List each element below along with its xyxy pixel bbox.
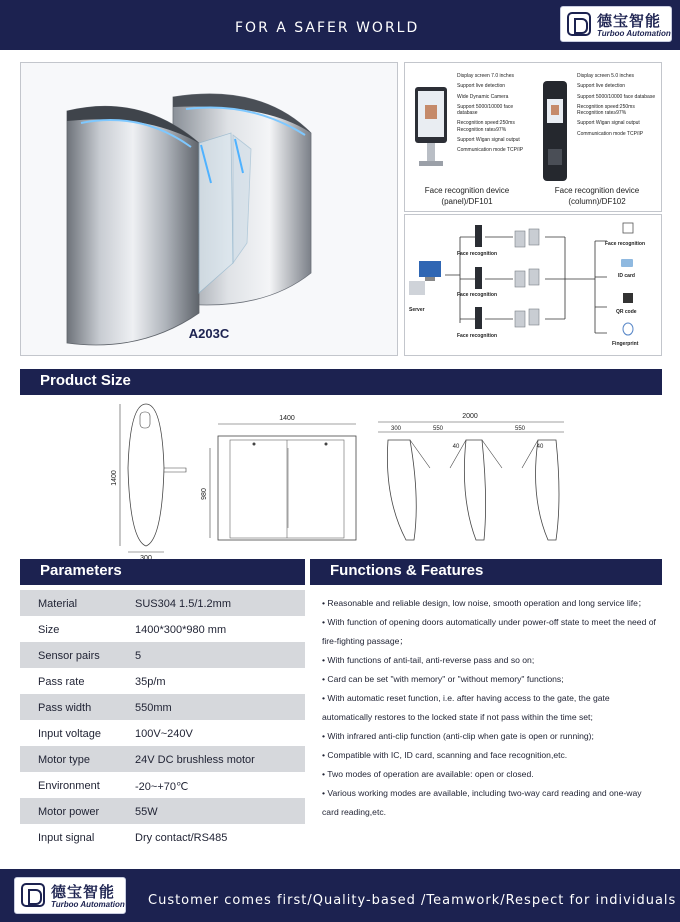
spec-item: Support 5000/10000 face database xyxy=(457,103,514,116)
features-list xyxy=(322,594,658,822)
features-title: Functions & Features xyxy=(330,562,484,579)
spec-item: Support Wigan signal output xyxy=(457,136,520,143)
spec-item: Support live detection xyxy=(577,83,626,90)
list-item: • With function of opening doors automatically under power-off state to meet the need of fire-fighting passage； xyxy=(322,617,656,646)
side-view-drawing xyxy=(108,398,200,558)
spec-item: Display screen 5.0 inches xyxy=(577,73,634,79)
top-gap2-dim: 40 xyxy=(536,444,544,450)
top-c-dim: 550 xyxy=(514,426,526,432)
front-view-drawing xyxy=(200,398,368,558)
face-device-panel xyxy=(404,62,662,212)
logo-mark-icon xyxy=(21,883,45,907)
spec-item: Communication mode TCP/IP xyxy=(577,130,644,137)
list-item: • Card can be set "with memory" or "without memory" functions; xyxy=(322,674,564,684)
page-header xyxy=(0,0,680,50)
server-label: Server xyxy=(409,307,425,313)
table-row xyxy=(20,824,305,850)
param-value: 1400*300*980 mm xyxy=(135,624,227,636)
spec-item: Communication mode TCP/IP xyxy=(457,147,524,153)
front-width-dim: 1400 xyxy=(279,415,295,422)
list-item: • Reasonable and reliable design, low noise, smooth operation and long service life； xyxy=(322,598,647,608)
param-value: 100V~240V xyxy=(135,728,193,740)
list-item: • With automatic reset function, i.e. after having access to the gate, the gate automatically restores to the locked state if not pass within the time set; xyxy=(322,693,610,722)
product-size-title: Product Size xyxy=(40,372,131,389)
list-item: • With infrared anti-clip function (anti-clip when gate is open or running); xyxy=(322,731,594,741)
side-height-dim: 1400 xyxy=(111,470,118,486)
system-diagram-panel xyxy=(404,214,662,356)
param-name: Size xyxy=(38,624,60,636)
table-row xyxy=(20,798,305,824)
top-total-dim: 2000 xyxy=(462,413,478,420)
column-device-caption: Face recognition device (column)/DF102 xyxy=(554,186,640,207)
logo-english-name: Turboo Automation xyxy=(51,900,125,909)
param-name: Pass width xyxy=(38,702,92,714)
product-model-caption: A203C xyxy=(188,326,230,341)
system-connection-lines xyxy=(405,215,661,355)
spec-item: Recognition speed:250ms Recognition rate≥97% xyxy=(577,103,635,116)
method-fingerprint-label: Fingerprint xyxy=(612,341,639,347)
param-name: Input signal xyxy=(38,832,95,844)
features-bar xyxy=(310,559,662,585)
table-row xyxy=(20,590,305,616)
face-recognition-label: Face recognition xyxy=(457,333,498,339)
brand-logo xyxy=(560,6,672,42)
spec-item: Support Wigan signal output xyxy=(577,120,640,127)
parameters-table xyxy=(20,590,305,850)
list-item: • Compatible with IC, ID card, scanning and face recognition,etc. xyxy=(322,750,568,760)
list-item: • With functions of anti-tail, anti-reverse pass and so on; xyxy=(322,655,535,665)
spec-item: Recognition speed:250ms Recognition rate≥97% xyxy=(457,120,515,133)
table-row xyxy=(20,642,305,668)
column-device-icon xyxy=(537,77,577,187)
param-value: 24V DC brushless motor xyxy=(135,754,255,766)
top-a-dim: 300 xyxy=(390,426,402,432)
face-recognition-label: Face recognition xyxy=(457,251,498,257)
parameters-title: Parameters xyxy=(40,562,122,579)
param-name: Pass rate xyxy=(38,676,85,688)
list-item: • Two modes of operation are available: open or closed. xyxy=(322,769,534,779)
param-name: Environment xyxy=(38,780,100,792)
parameters-bar xyxy=(20,559,305,585)
logo-english-name: Turboo Automation xyxy=(597,29,671,38)
front-height-dim: 980 xyxy=(201,488,208,500)
top-gap1-dim: 40 xyxy=(452,444,460,450)
logo-chinese-name: 德宝智能 xyxy=(51,883,116,901)
param-value: -20~+70℃ xyxy=(135,781,189,793)
panel-device-specs xyxy=(457,73,529,157)
footer-slogan: Customer comes first/Quality-based /Teamwork/Respect for individuals xyxy=(148,893,677,908)
param-name: Sensor pairs xyxy=(38,650,100,662)
spec-item: Display screen 7.0 inches xyxy=(457,73,514,79)
panel-device-caption: Face recognition device (panel)/DF101 xyxy=(424,186,510,207)
param-value: Dry contact/RS485 xyxy=(135,832,228,844)
list-item: • Various working modes are available, including two-way card reading and one-way card reading,etc. xyxy=(322,788,642,817)
turnstile-image xyxy=(21,63,397,323)
method-idcard-label: ID card xyxy=(618,273,635,279)
table-row xyxy=(20,746,305,772)
spec-item: Wide Dynamic Camera xyxy=(457,93,509,100)
product-size-bar xyxy=(20,369,662,395)
table-row xyxy=(20,616,305,642)
spec-item: Support 5000/10000 face database xyxy=(577,93,656,100)
param-value: 550mm xyxy=(135,702,172,714)
product-photo-panel xyxy=(20,62,398,356)
param-name: Material xyxy=(38,598,78,610)
page-footer xyxy=(0,869,680,922)
column-device-specs xyxy=(577,73,657,141)
top-view-drawing xyxy=(370,398,570,558)
param-value: 5 xyxy=(135,650,142,662)
spec-item: Support live detection xyxy=(457,83,506,90)
footer-brand-logo xyxy=(14,877,126,914)
table-row xyxy=(20,772,305,798)
param-name: Motor type xyxy=(38,754,90,766)
logo-mark-icon xyxy=(567,12,591,36)
logo-chinese-name: 德宝智能 xyxy=(597,12,662,30)
table-row xyxy=(20,668,305,694)
param-name: Motor power xyxy=(38,806,100,818)
method-qrcode-label: QR code xyxy=(616,309,637,315)
face-recognition-label: Face recognition xyxy=(457,292,498,298)
param-value: 55W xyxy=(135,806,158,818)
param-value: SUS304 1.5/1.2mm xyxy=(135,598,231,610)
param-value: 35p/m xyxy=(135,676,166,688)
method-face-label: Face recognition xyxy=(605,241,646,247)
table-row xyxy=(20,694,305,720)
top-b-dim: 550 xyxy=(432,426,444,432)
header-tagline: FOR A SAFER WORLD xyxy=(235,20,420,36)
param-name: Input voltage xyxy=(38,728,101,740)
table-row xyxy=(20,720,305,746)
